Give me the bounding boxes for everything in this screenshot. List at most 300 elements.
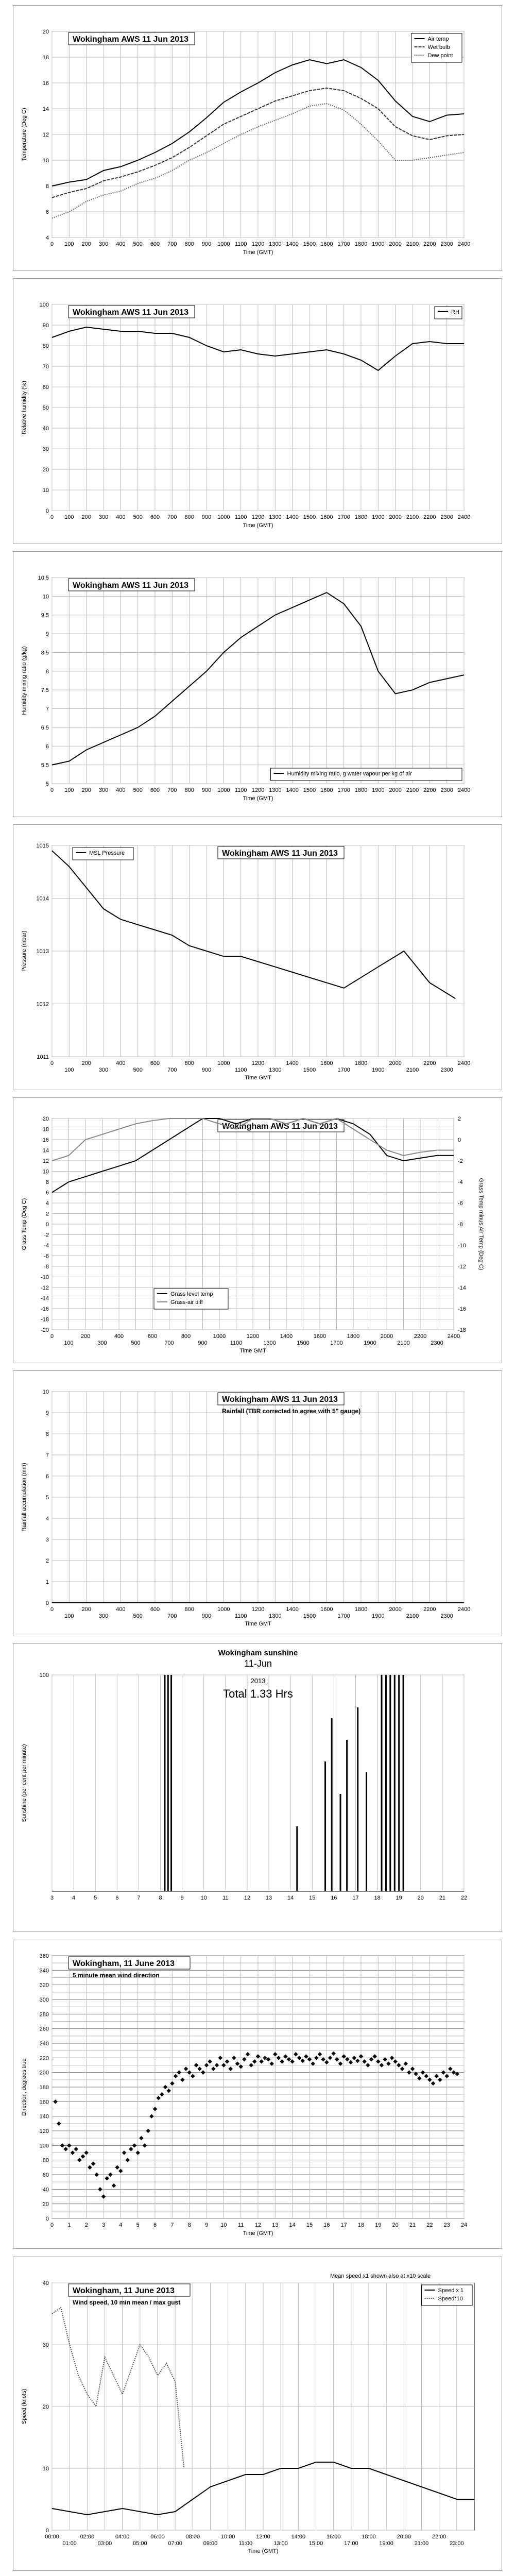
y-tick-label: 30 <box>42 2342 49 2348</box>
x-tick-label: 2100 <box>406 514 419 520</box>
wind-direction-chart <box>13 1940 502 2249</box>
x-tick-label: 1700 <box>337 1067 350 1073</box>
y-tick-label: 10 <box>42 2466 49 2472</box>
y-tick-label: 0 <box>45 508 49 514</box>
y-tick-label: 100 <box>39 1672 49 1679</box>
date-label: 11-Jun <box>244 1658 272 1669</box>
y-tick-label: 300 <box>39 1997 49 2003</box>
x-tick-label: 300 <box>98 1067 109 1073</box>
bar <box>357 1707 358 1891</box>
x-tick-label: 600 <box>150 241 160 247</box>
chart-svg-8 <box>13 2257 502 2570</box>
x-tick-label: 1500 <box>297 1340 310 1346</box>
y-tick-label: -4 <box>44 1243 49 1249</box>
chart-title: Wokingham AWS 11 Jun 2013 <box>222 1122 338 1131</box>
x-tick-label: 15:00 <box>308 2540 323 2547</box>
x-tick-label: 2000 <box>389 1606 402 1613</box>
x-tick-label: 1600 <box>320 787 333 793</box>
y-tick-label: 40 <box>42 2280 49 2286</box>
x-tick-label: 1200 <box>251 241 265 247</box>
x-tick-label: 700 <box>167 514 177 520</box>
y-tick-label: 6 <box>45 743 49 750</box>
y-tick-label: 8 <box>45 668 49 675</box>
y-tick-label: -18 <box>41 1316 49 1323</box>
x-tick-label: 700 <box>164 1340 174 1346</box>
x-tick-label: 100 <box>64 1067 74 1073</box>
y-tick-label: 10 <box>42 594 49 600</box>
bar <box>164 1675 165 1891</box>
y-axis-label: Pressure (mbar) <box>21 930 27 972</box>
chart-note: Mean speed x1 shown also at x10 scale <box>330 2273 431 2279</box>
y-tick-label: 1012 <box>36 1001 49 1008</box>
sunshine-chart <box>13 1643 502 1932</box>
x-tick-label: 400 <box>116 241 126 247</box>
x-tick-label: 2100 <box>406 1613 419 1619</box>
y-tick-label: 6 <box>45 209 49 215</box>
x-tick-label: 17 <box>340 2222 347 2228</box>
x-tick-label: 2200 <box>414 1333 427 1340</box>
x-tick-label: 1100 <box>234 514 247 520</box>
x-tick-label: 1000 <box>217 787 230 793</box>
x-tick-label: 2300 <box>431 1340 443 1346</box>
legend-label: RH <box>451 309 459 315</box>
y-tick-label: -6 <box>44 1253 49 1260</box>
x-tick-label: 400 <box>116 1060 126 1066</box>
y-tick-label: 1014 <box>36 895 49 902</box>
chart-svg-1 <box>13 279 502 544</box>
y-tick-label: 80 <box>42 2157 49 2164</box>
x-tick-label: 1400 <box>286 1060 299 1066</box>
y-tick-label: 220 <box>39 2055 49 2062</box>
x-tick-label: 1100 <box>234 787 247 793</box>
y-tick-label: 20 <box>42 467 49 473</box>
chart-title: Wokingham AWS 11 Jun 2013 <box>73 581 188 590</box>
y-tick-label: 320 <box>39 1982 49 1989</box>
x-tick-label: 16 <box>331 1895 337 1901</box>
x-tick-label: 1900 <box>372 241 385 247</box>
x-tick-label: 800 <box>184 1060 194 1066</box>
x-axis-label: Time GMT <box>245 1621 271 1627</box>
y-tick-label: 10 <box>42 1389 49 1395</box>
x-tick-label: 7 <box>137 1895 141 1901</box>
x-tick-label: 13:00 <box>273 2540 288 2547</box>
x-tick-label: 1600 <box>320 241 333 247</box>
x-tick-label: 1700 <box>337 241 350 247</box>
chart-title: Wokingham, 11 June 2013 <box>73 2286 175 2295</box>
x-tick-label: 2400 <box>457 787 471 793</box>
y-tick-label: 160 <box>39 2099 49 2106</box>
x-tick-label: 07:00 <box>168 2540 182 2547</box>
x-tick-label: 2300 <box>440 514 453 520</box>
x-tick-label: 900 <box>201 1067 212 1073</box>
rainfall-chart <box>13 1370 502 1636</box>
x-tick-label: 8 <box>187 2222 191 2228</box>
y-tick-label: 20 <box>42 2404 49 2410</box>
x-tick-label: 1400 <box>286 787 299 793</box>
grass-temp-chart <box>13 1097 502 1363</box>
y-tick-label: 340 <box>39 1968 49 1974</box>
bar <box>381 1675 383 1891</box>
x-axis-label: Time GMT <box>245 1075 271 1081</box>
x-tick-label: 16:00 <box>326 2534 341 2540</box>
x-tick-label: 500 <box>133 1613 143 1619</box>
x-tick-label: 1200 <box>251 787 265 793</box>
y-tick-label: 5 <box>45 1495 49 1501</box>
chart-svg-2 <box>13 552 502 817</box>
y-tick-label: 70 <box>42 364 49 370</box>
x-tick-label: 600 <box>150 1606 160 1613</box>
x-tick-label: 1200 <box>251 1606 265 1613</box>
x-tick-label: 2000 <box>389 787 402 793</box>
x-tick-label: 200 <box>81 1060 91 1066</box>
y-axis-label: Direction, degrees true <box>21 2058 27 2116</box>
y-tick-label: 2 <box>45 1211 49 1217</box>
x-tick-label: 900 <box>201 1613 212 1619</box>
year-label: 2013 <box>250 1677 266 1685</box>
x-tick-label: 2100 <box>397 1340 410 1346</box>
x-tick-label: 2400 <box>457 241 471 247</box>
y-tick-label: 80 <box>42 343 49 349</box>
y-tick-label: 180 <box>39 2084 49 2091</box>
y-tick-label: 6 <box>45 1190 49 1196</box>
x-tick-label: 1400 <box>286 514 299 520</box>
x-tick-label: 900 <box>198 1340 208 1346</box>
x-tick-label: 2300 <box>440 1067 453 1073</box>
x-tick-label: 1000 <box>217 514 230 520</box>
x-tick-label: 17:00 <box>344 2540 358 2547</box>
y-tick-label: 0 <box>45 2528 49 2534</box>
y-tick-label: 4 <box>45 235 49 241</box>
x-tick-label: 1100 <box>230 1340 243 1346</box>
x-tick-label: 1200 <box>246 1333 260 1340</box>
x-tick-label: 600 <box>150 787 160 793</box>
x-tick-label: 18:00 <box>362 2534 376 2540</box>
x-tick-label: 1600 <box>313 1333 327 1340</box>
chart-svg-6 <box>13 1644 502 1931</box>
x-axis-label: Time GMT <box>239 1348 266 1354</box>
y-tick-label: 20 <box>42 29 49 35</box>
x-tick-label: 12 <box>254 2222 262 2228</box>
x-tick-label: 1000 <box>213 1333 226 1340</box>
x-tick-label: 400 <box>116 787 126 793</box>
x-tick-label: 1700 <box>337 1613 350 1619</box>
x-tick-label: 1100 <box>234 1613 247 1619</box>
chart-svg-0 <box>13 6 502 270</box>
bar <box>324 1761 326 1891</box>
x-tick-label: 1600 <box>320 1060 333 1066</box>
y-tick-label: 90 <box>42 323 49 329</box>
x-tick-label: 2400 <box>457 514 471 520</box>
y-tick-label: 7 <box>45 1452 49 1459</box>
x-tick-label: 1700 <box>337 514 350 520</box>
x-tick-label: 13 <box>265 1895 272 1901</box>
x-tick-label: 1900 <box>372 1067 385 1073</box>
x-tick-label: 500 <box>133 787 143 793</box>
y-tick-label: -8 <box>44 1264 49 1270</box>
y-tick-label: 4 <box>45 1516 49 1522</box>
x-tick-label: 18 <box>374 1895 381 1901</box>
x-tick-label: 19 <box>396 1895 402 1901</box>
y-right-tick-label: -16 <box>458 1306 466 1312</box>
y-axis-label: Humidity mixing ratio (g/kg) <box>21 646 27 715</box>
x-tick-label: 16 <box>323 2222 330 2228</box>
y-tick-label: 0 <box>45 1600 49 1606</box>
legend-label: Humidity mixing ratio, g water vapour per kg of air <box>287 771 412 777</box>
y-tick-label: 60 <box>42 2172 49 2178</box>
x-tick-label: 11 <box>222 1895 229 1901</box>
x-tick-label: 23:00 <box>450 2540 464 2547</box>
y-tick-label: 16 <box>42 80 49 87</box>
x-tick-label: 21 <box>409 2222 416 2228</box>
y-tick-label: 6 <box>45 1473 49 1480</box>
x-tick-label: 400 <box>114 1333 124 1340</box>
x-tick-label: 1300 <box>269 514 282 520</box>
x-tick-label: 2100 <box>406 1067 419 1073</box>
x-tick-label: 1800 <box>354 1606 368 1613</box>
y-tick-label: 100 <box>39 302 49 308</box>
y-right-tick-label: 0 <box>458 1137 461 1143</box>
x-tick-label: 700 <box>167 1613 177 1619</box>
y-tick-label: 0 <box>45 1222 49 1228</box>
x-tick-label: 800 <box>184 1606 194 1613</box>
y-tick-label: -16 <box>41 1306 49 1312</box>
x-tick-label: 12 <box>244 1895 251 1901</box>
x-tick-label: 800 <box>184 241 194 247</box>
y-tick-label: -2 <box>44 1232 49 1239</box>
y-tick-label: 260 <box>39 2026 49 2032</box>
y-tick-label: -20 <box>41 1327 49 1333</box>
x-tick-label: 500 <box>133 241 143 247</box>
x-tick-label: 400 <box>116 514 126 520</box>
y-axis-label: Grass Temp (Deg C) <box>21 1198 27 1250</box>
x-tick-label: 1200 <box>251 1060 265 1066</box>
x-tick-label: 2000 <box>380 1333 393 1340</box>
y-tick-label: 10 <box>42 1168 49 1175</box>
y-axis-label: Rainfall accumulation (mm) <box>21 1463 27 1532</box>
bar <box>389 1675 391 1891</box>
x-tick-label: 4 <box>119 2222 123 2228</box>
x-tick-label: 2400 <box>457 1060 471 1066</box>
y-tick-label: 1 <box>45 1579 49 1585</box>
y-right-tick-label: -14 <box>458 1285 466 1291</box>
x-tick-label: 100 <box>64 241 74 247</box>
bar <box>170 1675 172 1891</box>
x-tick-label: 10 <box>200 1895 207 1901</box>
x-tick-label: 1400 <box>286 1606 299 1613</box>
x-tick-label: 2200 <box>423 787 436 793</box>
x-tick-label: 800 <box>184 787 194 793</box>
x-tick-label: 24 <box>460 2222 468 2228</box>
y-tick-label: 0 <box>45 2216 49 2222</box>
y-right-axis-label: Grass Temp minus Air Temp (Deg C) <box>478 1178 484 1270</box>
x-tick-label: 8 <box>159 1895 162 1901</box>
x-tick-label: 1100 <box>234 241 247 247</box>
x-tick-label: 4 <box>72 1895 76 1901</box>
x-tick-label: 9 <box>180 1895 184 1901</box>
x-tick-label: 22:00 <box>432 2534 447 2540</box>
chart-title: Wokingham AWS 11 Jun 2013 <box>222 849 338 858</box>
y-axis-label: Relative humidity (%) <box>21 381 27 434</box>
chart-svg-3 <box>13 825 502 1090</box>
x-tick-label: 1400 <box>286 241 299 247</box>
chart-title: Wokingham AWS 11 Jun 2013 <box>73 35 188 44</box>
y-tick-label: 120 <box>39 2128 49 2134</box>
y-tick-label: 4 <box>45 1200 49 1207</box>
x-axis-label: Time (GMT) <box>248 2548 279 2554</box>
y-tick-label: 240 <box>39 2041 49 2047</box>
x-tick-label: 1500 <box>303 241 316 247</box>
y-tick-label: 18 <box>42 55 49 61</box>
y-right-tick-label: -18 <box>458 1327 466 1333</box>
x-tick-label: 200 <box>81 514 91 520</box>
x-tick-label: 2000 <box>389 1060 402 1066</box>
x-tick-label: 10:00 <box>220 2534 235 2540</box>
x-tick-label: 2000 <box>389 241 402 247</box>
bar <box>331 1718 333 1891</box>
x-tick-label: 08:00 <box>185 2534 200 2540</box>
x-tick-label: 17 <box>352 1895 359 1901</box>
legend-label: Air temp <box>427 36 449 42</box>
x-tick-label: 100 <box>64 1613 74 1619</box>
x-tick-label: 0 <box>50 241 54 247</box>
y-right-tick-label: -2 <box>458 1158 463 1164</box>
x-tick-label: 900 <box>201 514 212 520</box>
x-tick-label: 1800 <box>347 1333 360 1340</box>
legend-label: Dew point <box>427 53 453 59</box>
x-axis-label: Time (GMT) <box>243 522 273 529</box>
y-tick-label: 12 <box>42 132 49 138</box>
y-tick-label: 8 <box>45 1179 49 1185</box>
chart-svg-4 <box>13 1098 502 1363</box>
bar <box>394 1675 396 1891</box>
y-tick-label: -14 <box>41 1295 49 1302</box>
chart-title: Wokingham, 11 June 2013 <box>73 1959 175 1968</box>
y-tick-label: 360 <box>39 1953 49 1959</box>
y-tick-label: 8.5 <box>41 650 49 656</box>
x-tick-label: 09:00 <box>203 2540 218 2547</box>
y-tick-label: 5 <box>45 781 49 787</box>
x-axis-label: Time (GMT) <box>243 2230 273 2236</box>
x-tick-label: 900 <box>201 241 212 247</box>
x-tick-label: 5 <box>136 2222 140 2228</box>
y-right-tick-label: 2 <box>458 1116 461 1122</box>
y-tick-label: 10.5 <box>38 575 49 581</box>
x-axis-label: Time (GMT) <box>243 795 273 802</box>
x-tick-label: 7 <box>170 2222 174 2228</box>
y-tick-label: 12 <box>42 1158 49 1164</box>
x-tick-label: 700 <box>167 787 177 793</box>
y-right-tick-label: -8 <box>458 1222 463 1228</box>
y-tick-label: -10 <box>41 1274 49 1281</box>
x-tick-label: 11:00 <box>238 2540 253 2547</box>
y-axis-label: Sunshine (per cent per minute) <box>21 1744 27 1822</box>
y-right-tick-label: -10 <box>458 1243 466 1249</box>
y-tick-label: 6.5 <box>41 724 49 731</box>
x-tick-label: 1900 <box>372 1613 385 1619</box>
x-tick-label: 9 <box>204 2222 209 2228</box>
x-tick-label: 0 <box>50 2222 54 2228</box>
x-tick-label: 15 <box>306 2222 313 2228</box>
x-tick-label: 1000 <box>217 1606 230 1613</box>
x-tick-label: 1800 <box>354 1060 368 1066</box>
x-tick-label: 1600 <box>320 1606 333 1613</box>
x-tick-label: 100 <box>64 1340 74 1346</box>
bar <box>385 1675 387 1891</box>
x-tick-label: 1000 <box>217 1060 230 1066</box>
x-tick-label: 1300 <box>269 241 282 247</box>
y-tick-label: 200 <box>39 2070 49 2076</box>
x-tick-label: 1500 <box>303 787 316 793</box>
legend-label: Speed x 1 <box>438 2287 464 2294</box>
x-tick-label: 1100 <box>234 1067 247 1073</box>
bar <box>296 1826 298 1891</box>
x-tick-label: 6 <box>153 2222 157 2228</box>
y-tick-label: 2 <box>45 1558 49 1564</box>
x-tick-label: 1700 <box>337 787 350 793</box>
x-tick-label: 2200 <box>423 514 436 520</box>
y-tick-label: 8 <box>45 1431 49 1437</box>
x-tick-label: 1800 <box>354 787 368 793</box>
x-tick-label: 23 <box>443 2222 450 2228</box>
y-tick-label: 16 <box>42 1137 49 1143</box>
x-tick-label: 0 <box>50 1060 54 1066</box>
x-tick-label: 1500 <box>303 1067 316 1073</box>
x-tick-label: 03:00 <box>97 2540 112 2547</box>
chart-subtitle: 5 minute mean wind direction <box>73 1972 160 1979</box>
x-tick-label: 3 <box>50 1895 54 1901</box>
x-tick-label: 500 <box>133 1067 143 1073</box>
x-tick-label: 2200 <box>423 1606 436 1613</box>
x-tick-label: 2400 <box>457 1606 471 1613</box>
x-tick-label: 21 <box>439 1895 446 1901</box>
x-tick-label: 14:00 <box>291 2534 306 2540</box>
y-tick-label: 10 <box>42 487 49 494</box>
y-tick-label: 10 <box>42 158 49 164</box>
x-tick-label: 200 <box>81 1606 91 1613</box>
y-tick-label: 5.5 <box>41 762 49 769</box>
y-tick-label: 14 <box>42 106 49 112</box>
y-tick-label: -12 <box>41 1285 49 1291</box>
x-tick-label: 1300 <box>263 1340 276 1346</box>
bar <box>346 1740 348 1891</box>
x-tick-label: 800 <box>184 514 194 520</box>
x-tick-label: 600 <box>150 1060 160 1066</box>
x-tick-label: 200 <box>81 241 91 247</box>
x-tick-label: 1900 <box>364 1340 376 1346</box>
chart-svg-7 <box>13 1940 502 2248</box>
x-tick-label: 1200 <box>251 514 265 520</box>
x-tick-label: 22 <box>460 1895 468 1901</box>
x-tick-label: 1300 <box>269 1613 282 1619</box>
y-axis-label: Speed (knots) <box>21 2388 27 2425</box>
x-tick-label: 0 <box>50 1333 54 1340</box>
total-label: Total 1.33 Hrs <box>223 1687 293 1700</box>
y-tick-label: 60 <box>42 384 49 391</box>
x-tick-label: 13 <box>272 2222 279 2228</box>
legend-label: Grass-air diff <box>170 1299 203 1306</box>
x-tick-label: 1300 <box>269 1067 282 1073</box>
x-tick-label: 900 <box>201 787 212 793</box>
relative-humidity-chart <box>13 278 502 544</box>
x-tick-label: 01:00 <box>62 2540 77 2547</box>
bar <box>366 1772 367 1891</box>
x-tick-label: 400 <box>116 1606 126 1613</box>
x-tick-label: 1800 <box>354 514 368 520</box>
x-tick-label: 12:00 <box>256 2534 270 2540</box>
bar <box>340 1794 341 1891</box>
x-tick-label: 600 <box>150 514 160 520</box>
x-tick-label: 1600 <box>320 514 333 520</box>
